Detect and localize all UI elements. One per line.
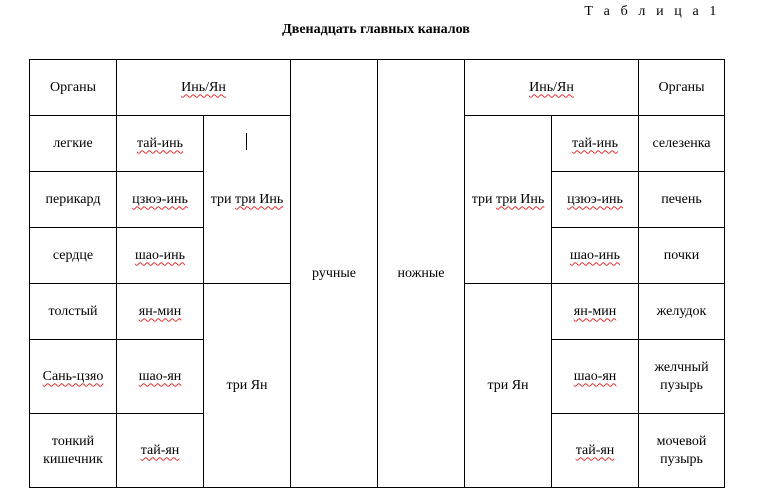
table-row bbox=[30, 60, 725, 116]
left-channel-text: шао-ян bbox=[138, 368, 182, 384]
table-number: Т а б л и ц а 1 bbox=[584, 4, 720, 19]
group-yin-left-word: три Инь bbox=[235, 191, 284, 207]
limb-type-foot: ножные bbox=[378, 60, 465, 488]
left-organ-cell: сердце bbox=[30, 228, 117, 284]
left-organ-cell: перикард bbox=[30, 172, 117, 228]
right-channel-cell bbox=[552, 414, 639, 488]
right-channel-text: шао-инь bbox=[569, 247, 621, 263]
right-channel-cell bbox=[552, 116, 639, 172]
channels-table bbox=[29, 59, 725, 488]
header-organs-left: Органы bbox=[30, 60, 117, 116]
right-organ-cell bbox=[639, 340, 725, 414]
header-organs-right: Органы bbox=[639, 60, 725, 116]
header-yin-yang-right bbox=[465, 60, 639, 116]
left-channel-text: тай-ян bbox=[140, 442, 180, 458]
right-channel-text: цзюэ-инь bbox=[567, 191, 623, 207]
left-channel-text: тай-инь bbox=[136, 135, 184, 151]
group-yin-left-text: три три Инь bbox=[210, 191, 284, 207]
group-yin-right-text: три три Инь bbox=[471, 191, 545, 207]
left-channel-cell bbox=[117, 284, 204, 340]
left-organ-cell bbox=[30, 414, 117, 488]
right-organ-cell: почки bbox=[639, 228, 725, 284]
left-organ-cell: легкие bbox=[30, 116, 117, 172]
group-yin-right-word: три Инь bbox=[496, 191, 545, 207]
limb-type-hand: ручные bbox=[291, 60, 378, 488]
right-channel-cell bbox=[552, 228, 639, 284]
left-channel-text: цзюэ-инь bbox=[132, 191, 188, 207]
text-cursor bbox=[246, 133, 247, 150]
group-yang-left: три Ян bbox=[204, 284, 291, 488]
right-organ-text: мочевой пузырь bbox=[656, 433, 707, 467]
left-channel-text: шао-инь bbox=[134, 247, 186, 263]
right-organ-cell: селезенка bbox=[639, 116, 725, 172]
left-channel-cell bbox=[117, 414, 204, 488]
group-yin-right bbox=[465, 116, 552, 284]
left-channel-cell bbox=[117, 116, 204, 172]
left-channel-cell bbox=[117, 172, 204, 228]
right-organ-cell bbox=[639, 414, 725, 488]
left-channel-cell bbox=[117, 228, 204, 284]
group-yin-left[interactable] bbox=[204, 116, 291, 284]
right-channel-text: тай-ян bbox=[575, 442, 615, 458]
right-channel-cell bbox=[552, 172, 639, 228]
document-title: Двенадцать главных каналов bbox=[282, 22, 470, 37]
left-channel-cell bbox=[117, 340, 204, 414]
right-organ-text: желчный пузырь bbox=[654, 359, 709, 393]
header-yin-yang-right-text: Инь/Ян bbox=[529, 79, 574, 95]
left-channel-text: ян-мин bbox=[138, 303, 182, 319]
header-yin-yang-left-text: Инь/Ян bbox=[181, 79, 226, 95]
right-organ-cell: желудок bbox=[639, 284, 725, 340]
left-organ-text: Сань-цзяо bbox=[42, 368, 104, 384]
header-yin-yang-left bbox=[117, 60, 291, 116]
right-organ-cell: печень bbox=[639, 172, 725, 228]
left-organ-cell bbox=[30, 340, 117, 414]
group-yang-right: три Ян bbox=[465, 284, 552, 488]
right-channel-text: ян-мин bbox=[573, 303, 617, 319]
right-channel-text: тай-инь bbox=[571, 135, 619, 151]
right-channel-cell bbox=[552, 284, 639, 340]
left-organ-cell: толстый bbox=[30, 284, 117, 340]
right-channel-cell bbox=[552, 340, 639, 414]
right-channel-text: шао-ян bbox=[573, 368, 617, 384]
left-organ-text: тонкий кишечник bbox=[43, 433, 103, 467]
